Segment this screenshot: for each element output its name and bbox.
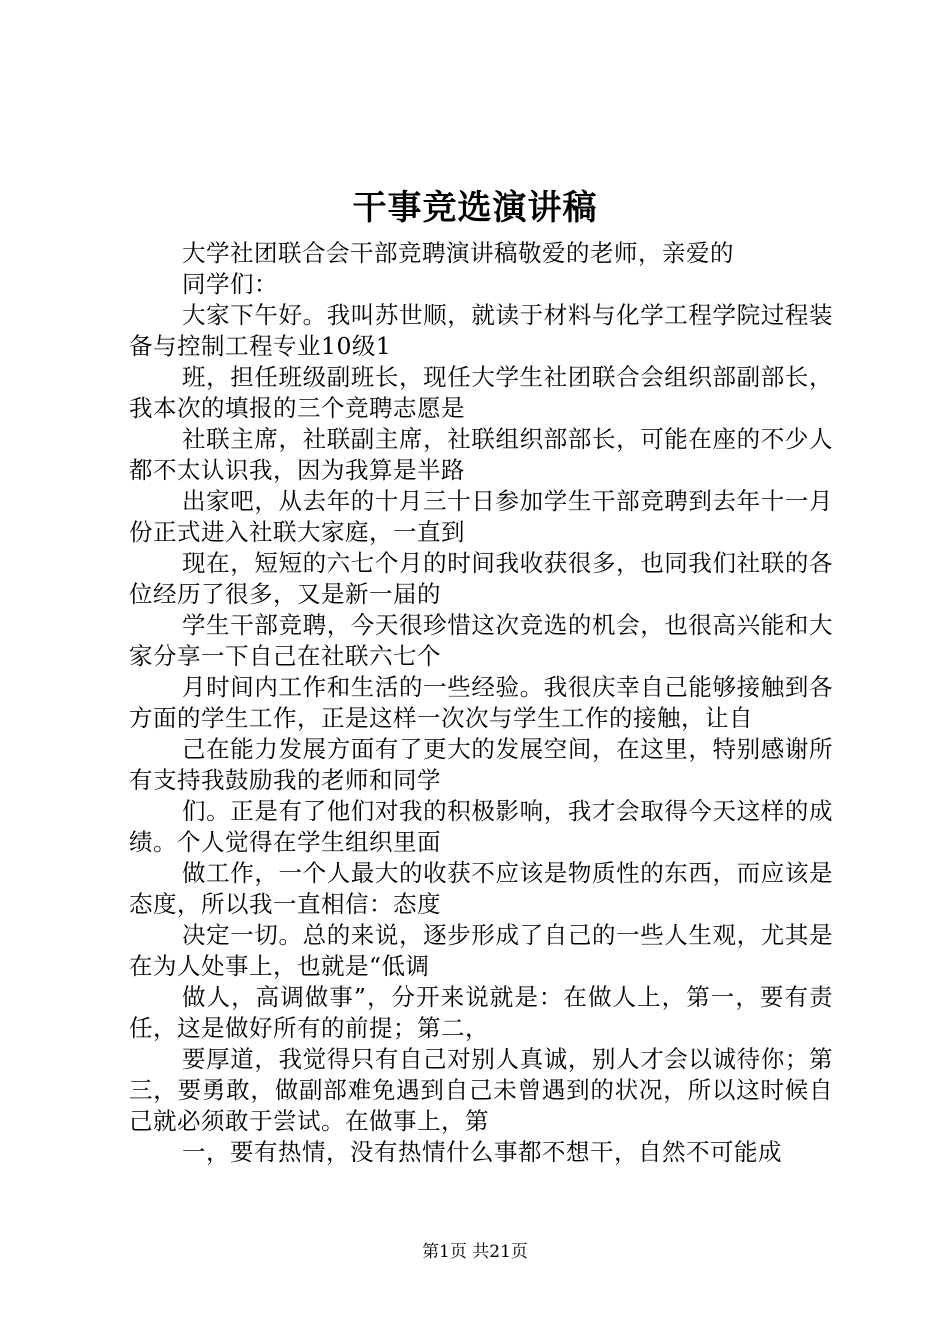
paragraph: 社联主席，社联副主席，社联组织部部长，可能在座的不少人都不太认识我，因为我算是半路 (129, 425, 833, 484)
paragraph: 出家吧，从去年的十月三十日参加学生干部竞聘到去年十一月份正式进入社联大家庭，一直到 (129, 487, 833, 546)
paragraph: 学生干部竞聘，今天很珍惜这次竞选的机会，也很高兴能和大家分享一下自己在社联六七个 (129, 611, 833, 670)
paragraph: 一，要有热情，没有热情什么事都不想干，自然不可能成 (182, 1138, 782, 1166)
paragraph: 大学社团联合会干部竞聘演讲稿敬爱的老师，亲爱的 (182, 239, 734, 267)
document-title: 干事竞选演讲稿 (352, 188, 598, 228)
paragraph: 决定一切。总的来说，逐步形成了自己的一些人生观，尤其是在为人处事上，也就是“低调 (129, 921, 833, 980)
paragraph: 要厚道，我觉得只有自己对别人真诚，别人才会以诚待你；第三，要勇敢，做副部难免遇到自己未曾遇到的状况，所以这时候自己就必须敢于尝试。在做事上，第 (129, 1045, 833, 1135)
paragraph: 月时间内工作和生活的一些经验。我很庆幸自己能够接触到各方面的学生工作，正是这样一次次与学生工作的接触，让自 (129, 673, 833, 732)
page-number-footer: 第1页 共21页 (422, 1242, 528, 1262)
paragraph: 们。正是有了他们对我的积极影响，我才会取得今天这样的成绩。个人觉得在学生组织里面 (129, 797, 833, 856)
paragraph: 做工作，一个人最大的收获不应该是物质性的东西，而应该是态度，所以我一直相信：态度 (129, 859, 833, 918)
paragraph: 现在，短短的六七个月的时间我收获很多，也同我们社联的各位经历了很多，又是新一届的 (129, 549, 833, 608)
document-body (129, 238, 833, 1168)
paragraph: 班，担任班级副班长，现任大学生社团联合会组织部副部长，我本次的填报的三个竞聘志愿是 (129, 363, 833, 422)
paragraph: 大家下午好。我叫苏世顺，就读于材料与化学工程学院过程装备与控制工程专业10级1 (129, 301, 833, 360)
paragraph: 同学们： (182, 270, 278, 298)
paragraph: 做人，高调做事”，分开来说就是：在做人上，第一，要有责任，这是做好所有的前提；第二， (129, 983, 833, 1042)
paragraph: 己在能力发展方面有了更大的发展空间，在这里，特别感谢所有支持我鼓励我的老师和同学 (129, 735, 833, 794)
